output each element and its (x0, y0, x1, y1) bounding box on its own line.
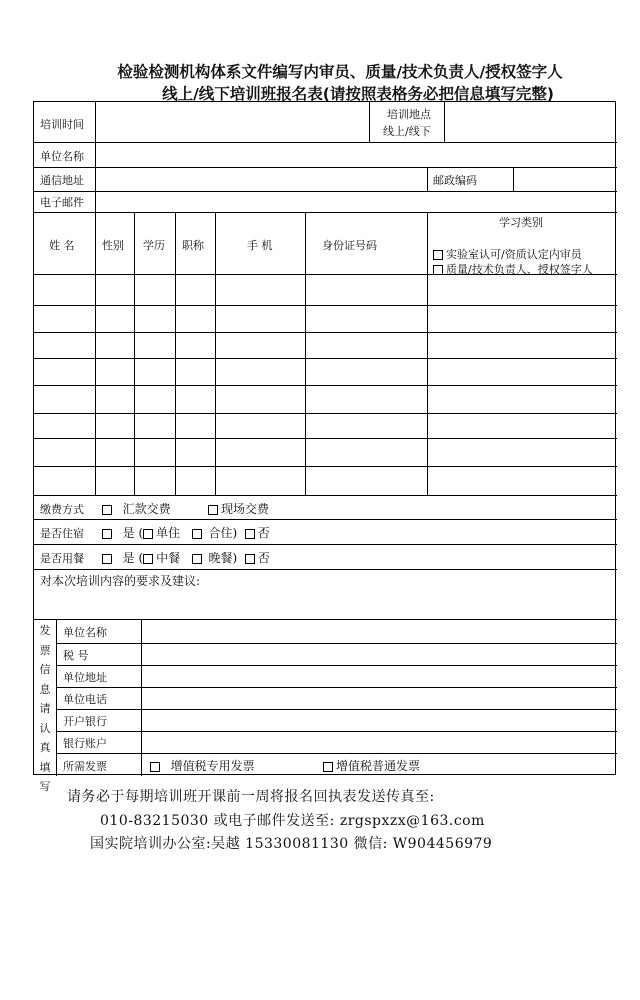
col-divider (427, 167, 428, 191)
col-divider (513, 167, 514, 191)
col-divider (369, 102, 370, 142)
suggestions-label: 对本次培训内容的要求及建议: (40, 574, 201, 588)
study-option-auditor-label: 实验室认可/资质认定内审员 (446, 248, 582, 261)
postcode-label: 邮政编码 (433, 174, 477, 187)
checkbox-icon[interactable] (323, 762, 333, 772)
payment-option-transfer-label: 汇款交费 (122, 502, 171, 516)
checkbox-icon[interactable] (245, 554, 255, 564)
lodging-shared-label: 合住) (208, 526, 238, 540)
row-divider (34, 619, 617, 620)
checkbox-icon[interactable] (102, 529, 112, 539)
payment-option-transfer[interactable] (102, 500, 171, 517)
form-title-line2: 线上/线下培训班报名表(请按照表格务必把信息填写完整) (162, 85, 554, 103)
invoice-vat-normal-option[interactable] (323, 757, 420, 774)
lodging-yes-label: 是 ( (122, 526, 144, 540)
checkbox-icon[interactable] (150, 762, 160, 772)
address-label: 通信地址 (40, 174, 84, 187)
col-divider (141, 619, 142, 776)
training-location-label: 培训地点 (387, 108, 431, 121)
meal-label: 是否用餐 (40, 552, 84, 565)
invoice-vat-normal-label: 增值税普通发票 (336, 759, 421, 773)
footer-contact: 国实院培训办公室:吴越 15330081130 微信: W904456979 (90, 836, 493, 852)
checkbox-icon[interactable] (102, 554, 112, 564)
row-divider (34, 466, 617, 467)
lodging-no-label: 否 (257, 526, 270, 540)
invoice-needed-label: 所需发票 (63, 760, 107, 773)
checkbox-icon[interactable] (208, 505, 218, 515)
row-divider (34, 142, 617, 143)
email-label: 电子邮件 (40, 196, 84, 209)
checkbox-icon[interactable] (143, 529, 153, 539)
row-divider (34, 544, 617, 545)
row-divider (34, 569, 617, 570)
training-location-mode-label: 线上/线下 (383, 125, 431, 138)
row-divider (34, 191, 617, 192)
meal-lunch-label: 中餐 (156, 551, 181, 565)
header-id-number: 身份证号码 (322, 239, 377, 252)
footer-fax-email: 010-83215030 或电子邮件发送至: zrgspxzx@163.com (100, 813, 485, 829)
checkbox-icon[interactable] (245, 529, 255, 539)
study-option-signatory[interactable] (433, 261, 593, 277)
col-divider (95, 212, 96, 495)
lodging-options (102, 524, 270, 541)
header-study-type: 学习类别 (499, 216, 543, 229)
payment-label: 缴费方式 (40, 503, 84, 516)
payment-option-onsite-label: 现场交费 (221, 502, 270, 516)
col-divider (95, 102, 96, 212)
row-divider (34, 212, 617, 213)
row-divider (34, 305, 617, 306)
form-title-line1: 检验检测机构体系文件编写内审员、质量/技术负责人/授权签字人 (117, 63, 563, 81)
header-education: 学历 (143, 239, 165, 252)
header-gender: 性别 (102, 239, 124, 252)
header-title: 职称 (182, 239, 204, 252)
col-divider (134, 212, 135, 495)
checkbox-icon[interactable] (102, 505, 112, 515)
checkbox-icon[interactable] (433, 250, 443, 260)
row-divider (34, 413, 617, 414)
invoice-account-label: 银行账户 (63, 737, 107, 750)
study-option-signatory-label: 质量/技术负责人、授权签字人 (446, 263, 593, 276)
row-divider (34, 519, 617, 520)
checkbox-icon[interactable] (143, 554, 153, 564)
checkbox-icon[interactable] (192, 554, 202, 564)
row-divider (34, 438, 617, 439)
meal-no-label: 否 (257, 551, 270, 565)
row-divider (34, 385, 617, 386)
invoice-phone-label: 单位电话 (63, 693, 107, 706)
header-phone: 手 机 (247, 239, 273, 252)
row-divider (34, 332, 617, 333)
row-divider (34, 358, 617, 359)
unit-name-label: 单位名称 (40, 150, 84, 163)
col-divider (305, 212, 306, 495)
invoice-unit-name-label: 单位名称 (63, 626, 107, 639)
invoice-vat-special-option[interactable] (150, 757, 255, 774)
invoice-tax-no-label: 税 号 (63, 649, 89, 662)
row-divider (34, 167, 617, 168)
row-divider (34, 495, 617, 496)
invoice-address-label: 单位地址 (63, 671, 107, 684)
invoice-vat-special-label: 增值税专用发票 (170, 759, 255, 773)
payment-option-onsite[interactable] (208, 500, 269, 517)
lodging-single-label: 单住 (156, 526, 181, 540)
meal-dinner-label: 晚餐) (208, 551, 238, 565)
footer-instruction: 请务必于每期培训班开课前一周将报名回执表发送传真至: (67, 789, 435, 805)
invoice-bank-label: 开户银行 (63, 715, 107, 728)
col-divider (215, 212, 216, 495)
registration-form (33, 101, 616, 793)
col-divider (56, 619, 57, 776)
checkbox-icon[interactable] (192, 529, 202, 539)
meal-yes-label: 是 ( (122, 551, 144, 565)
invoice-side-label: 发票信息请认真填写 (39, 624, 51, 793)
checkbox-icon[interactable] (433, 265, 443, 275)
header-name: 姓 名 (49, 239, 75, 252)
col-divider (427, 212, 428, 495)
meal-options (102, 549, 270, 566)
col-divider (444, 102, 445, 142)
training-time-label: 培训时间 (40, 118, 84, 131)
study-option-auditor[interactable] (433, 246, 582, 262)
lodging-label: 是否住宿 (40, 527, 84, 540)
col-divider (175, 212, 176, 495)
